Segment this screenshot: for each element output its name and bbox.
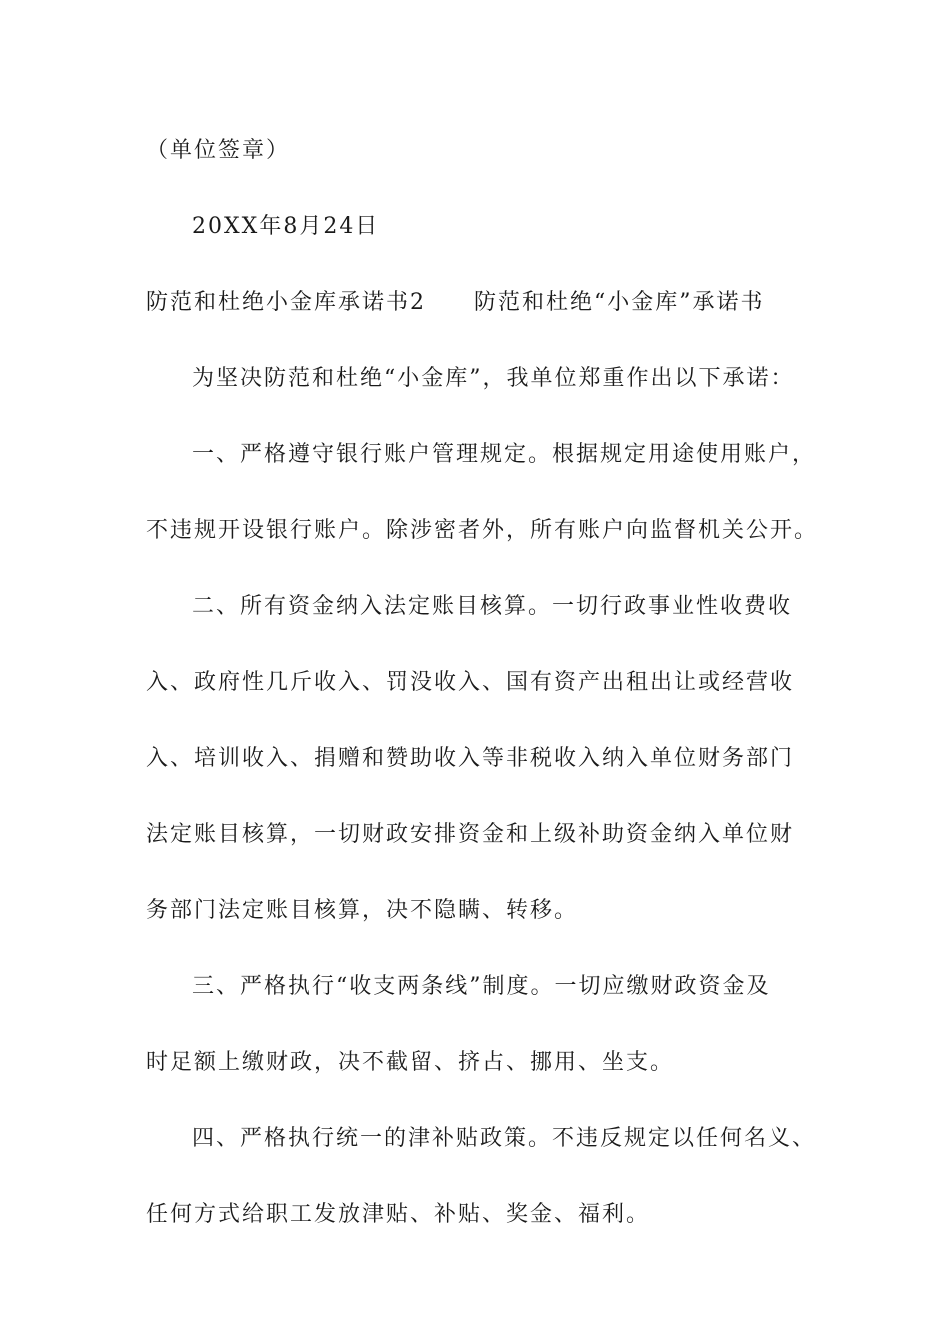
item3-line2: 时足额上缴财政，决不截留、挤占、挪用、坐支。 <box>146 1050 675 1075</box>
item1-line2: 不违规开设银行账户。除涉密者外，所有账户向监督机关公开。 <box>146 518 819 543</box>
item4-line2: 任何方式给职工发放津贴、补贴、奖金、福利。 <box>146 1202 651 1227</box>
intro-paragraph: 为坚决防范和杜绝“小金库”，我单位郑重作出以下承诺： <box>192 366 795 391</box>
item2-line1: 二、所有资金纳入法定账目核算。一切行政事业性收费收 <box>192 594 793 619</box>
item3-line1: 三、严格执行“收支两条线”制度。一切应缴财政资金及 <box>192 974 771 999</box>
date-line: 20XX年8月24日 <box>192 214 380 239</box>
item4-line1: 四、严格执行统一的津补贴政策。不违反规定以任何名义、 <box>192 1126 817 1151</box>
item2-line2: 入、政府性几斤收入、罚没收入、国有资产出租出让或经营收 <box>146 670 795 695</box>
item2-line4: 法定账目核算，一切财政安排资金和上级补助资金纳入单位财 <box>146 822 795 847</box>
item2-line5: 务部门法定账目核算，决不隐瞒、转移。 <box>146 898 579 923</box>
heading-left: 防范和杜绝小金库承诺书2 <box>146 290 426 315</box>
heading-right: 防范和杜绝“小金库”承诺书 <box>474 290 765 315</box>
item2-line3: 入、培训收入、捐赠和赞助收入等非税收入纳入单位财务部门 <box>146 746 795 771</box>
item1-line1: 一、严格遵守银行账户管理规定。根据规定用途使用账户， <box>192 442 817 467</box>
seal-label: （单位签章） <box>146 138 291 163</box>
